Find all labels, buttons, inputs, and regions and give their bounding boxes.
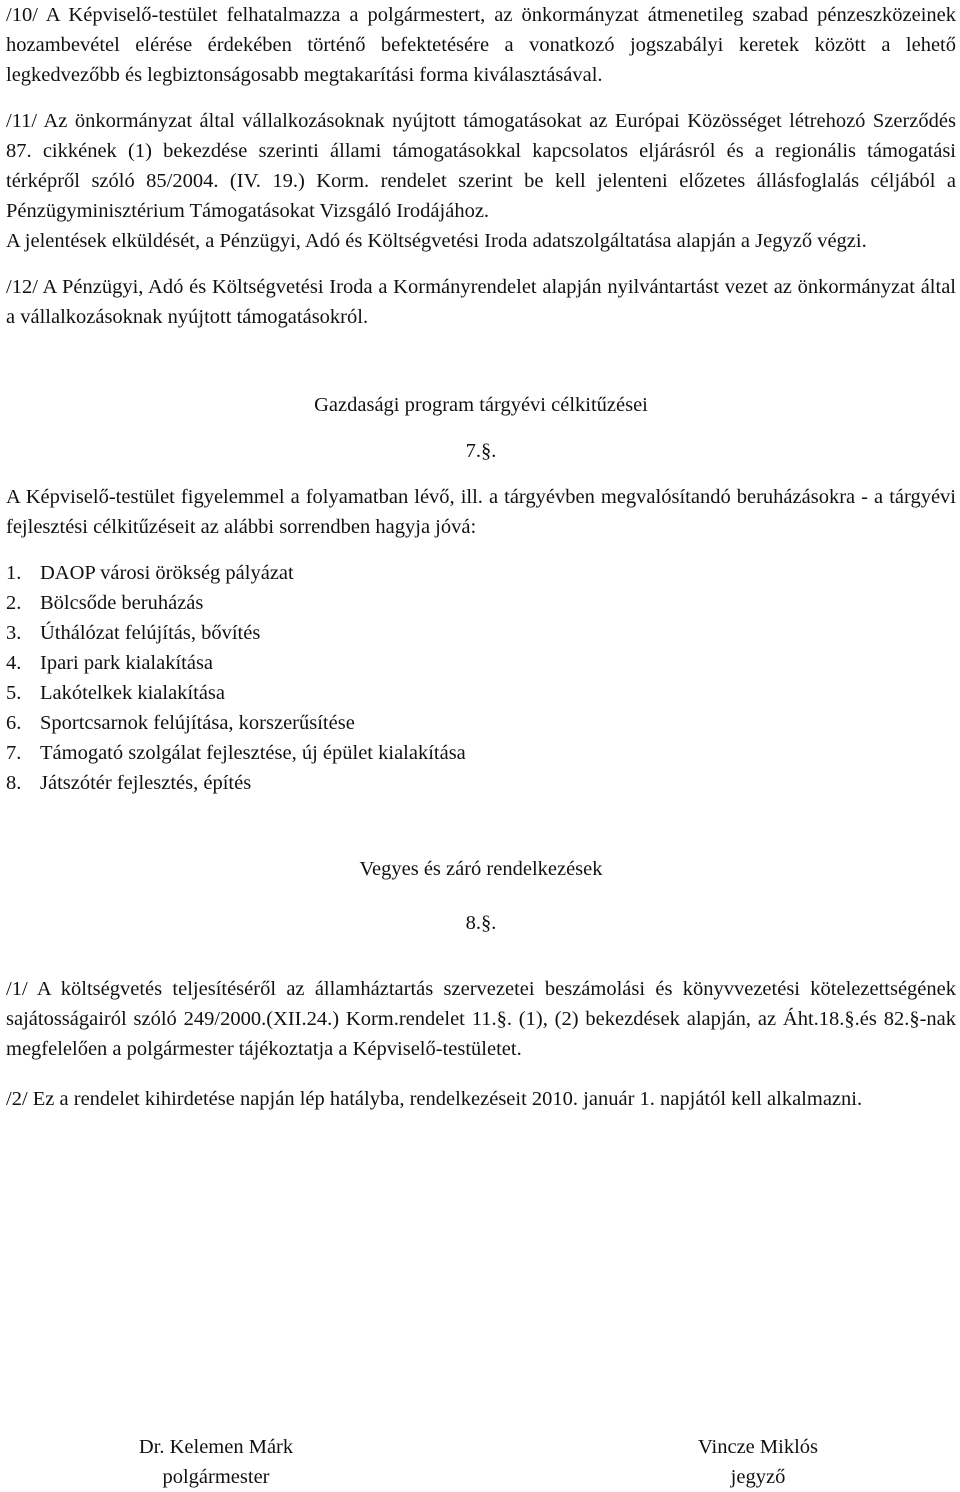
list-item bbox=[6, 708, 956, 738]
list-item-number: 3. bbox=[6, 622, 22, 644]
list-item-number: 2. bbox=[6, 592, 22, 614]
list-item bbox=[6, 558, 956, 588]
document-page bbox=[6, 0, 956, 1114]
list-item-number: 7. bbox=[6, 742, 22, 764]
list-item bbox=[6, 738, 956, 768]
list-item-text: Játszótér fejlesztés, építés bbox=[40, 772, 252, 794]
section-7-number: 7.§. bbox=[465, 440, 497, 462]
list-item-number: 8. bbox=[6, 772, 22, 794]
notary-title: jegyző bbox=[730, 1466, 786, 1488]
list-item bbox=[6, 618, 956, 648]
list-item bbox=[6, 648, 956, 678]
mayor-signature bbox=[96, 1432, 336, 1492]
mayor-title: polgármester bbox=[162, 1466, 270, 1488]
list-item bbox=[6, 768, 956, 798]
section-8-paragraph-1: /1/ A költségvetés teljesítéséről az államháztartás szervezetei beszámolási és könyvvezetési kötelezettségének sajátosságairól szóló 249/2000.(XII.24.) Korm.rendelet 11.§. (1), (2) bekezdések alapján, az Áht.18.§.és 82.§-nak megfelelően a polgármester tájékoztatja a Képviselő-testületet. bbox=[6, 978, 956, 1060]
list-item-text: Lakótelkek kialakítása bbox=[40, 682, 225, 704]
list-item-text: Sportcsarnok felújítása, korszerűsítése bbox=[40, 712, 355, 734]
list-item-text: Ipari park kialakítása bbox=[40, 652, 214, 674]
list-item bbox=[6, 678, 956, 708]
section-8-paragraph-2: /2/ Ez a rendelet kihirdetése napján lép hatályba, rendelkezéseit 2010. január 1. napjától kell alkalmazni. bbox=[6, 1088, 863, 1110]
signature-block bbox=[0, 1432, 950, 1492]
section-8-title: Vegyes és záró rendelkezések bbox=[359, 858, 603, 880]
paragraph-10: /10/ A Képviselő-testület felhatalmazza a polgármestert, az önkormányzat átmenetileg szabad pénzeszközeinek hozambevétel elérése érdekében történő befektetésére a vonatkozó jogszabályi keretek között a lehető legkedvezőbb és legbiztonságosabb megtakarítási forma kiválasztásával. bbox=[6, 4, 956, 86]
paragraph-11-continuation: A jelentések elküldését, a Pénzügyi, Adó és Költségvetési Iroda adatszolgáltatása alapján a Jegyző végzi. bbox=[6, 230, 867, 252]
notary-signature bbox=[648, 1432, 868, 1492]
list-item-text: Úthálózat felújítás, bővítés bbox=[40, 622, 261, 644]
section-8-number: 8.§. bbox=[465, 912, 497, 934]
list-item-number: 4. bbox=[6, 652, 22, 674]
list-item-text: DAOP városi örökség pályázat bbox=[40, 562, 294, 584]
development-goals-list bbox=[6, 558, 956, 798]
notary-name: Vincze Miklós bbox=[697, 1436, 819, 1458]
list-item-number: 6. bbox=[6, 712, 22, 734]
list-item-text: Bölcsőde beruházás bbox=[40, 592, 204, 614]
section-7-intro: A Képviselő-testület figyelemmel a folyamatban lévő, ill. a tárgyévben megvalósítandó beruházásokra - a tárgyévi fejlesztési célkitűzéseit az alábbi sorrendben hagyja jóvá: bbox=[6, 486, 956, 538]
paragraph-12: /12/ A Pénzügyi, Adó és Költségvetési Iroda a Kormányrendelet alapján nyilvántartást vezet az önkormányzat által a vállalkozásoknak nyújtott támogatásokról. bbox=[6, 276, 956, 328]
list-item-number: 5. bbox=[6, 682, 22, 704]
list-item-text: Támogató szolgálat fejlesztése, új épület kialakítása bbox=[40, 742, 466, 764]
section-7-title: Gazdasági program tárgyévi célkitűzései bbox=[314, 394, 648, 416]
list-item bbox=[6, 588, 956, 618]
mayor-name: Dr. Kelemen Márk bbox=[138, 1436, 294, 1458]
list-item-number: 1. bbox=[6, 562, 22, 584]
paragraph-11: /11/ Az önkormányzat által vállalkozásoknak nyújtott támogatásokat az Európai Közösséget létrehozó Szerződés 87. cikkének (1) bekezdése szerinti állami támogatásokkal kapcsolatos eljárásról és a regionális támogatási térképről szóló 85/2004. (IV. 19.) Korm. rendelet szerint be kell jelenteni előzetes állásfoglalás céljából a Pénzügyminisztérium Támogatásokat Vizsgáló Irodájához. bbox=[6, 110, 956, 222]
